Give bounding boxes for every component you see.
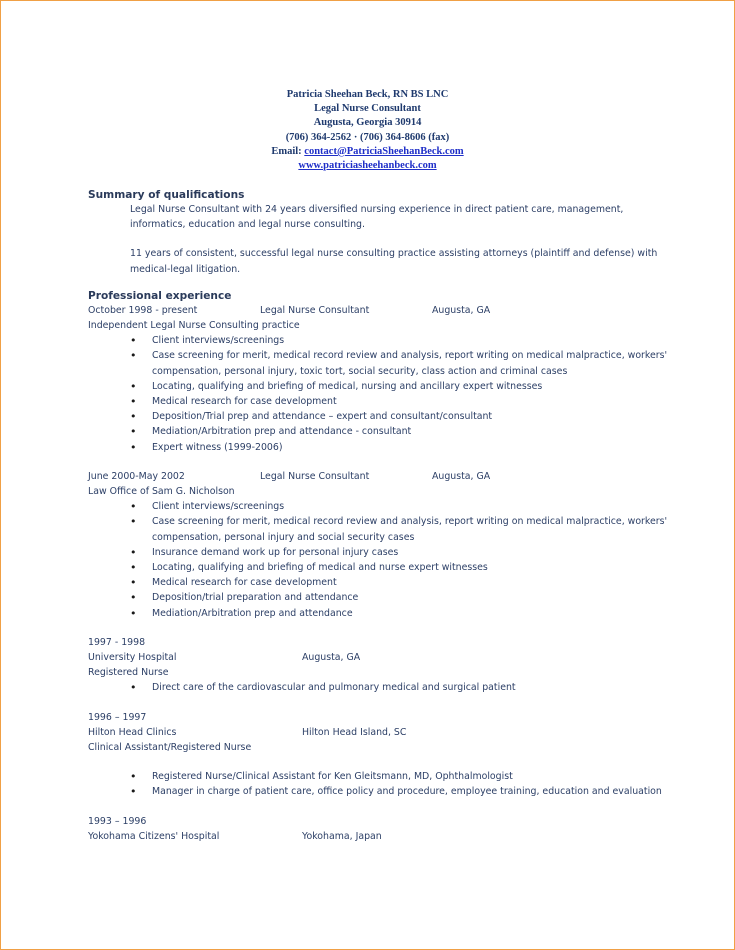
list-item: • Locating, qualifying and briefing of medical and nurse expert witnesses bbox=[88, 560, 668, 575]
email-line bbox=[0, 145, 735, 159]
candidate-title: Legal Nurse Consultant bbox=[314, 103, 421, 115]
job-dates: June 2000-May 2002 bbox=[88, 470, 185, 482]
list-item: • Insurance demand work up for personal injury cases bbox=[88, 545, 668, 560]
job-place: Yokohama, Japan bbox=[302, 830, 382, 842]
job-dates: 1997 - 1998 bbox=[88, 636, 146, 648]
email-label: Email: bbox=[271, 145, 305, 157]
job-4-header bbox=[88, 725, 668, 740]
job-place: Augusta, GA bbox=[432, 470, 491, 482]
job-4-duties bbox=[88, 769, 668, 799]
list-item: • Direct care of the cardiovascular and pulmonary medical and surgical patient bbox=[88, 680, 668, 695]
summary-paragraph-1: Legal Nurse Consultant with 24 years diversified nursing experience in direct patient care, management, informatics, education and legal nurse consulting. bbox=[130, 204, 624, 231]
job-role: Legal Nurse Consultant bbox=[260, 470, 370, 482]
resume-body bbox=[88, 188, 668, 844]
list-item: • Medical research for case development bbox=[88, 575, 668, 590]
list-item: • Mediation/Arbitration prep and attendance bbox=[88, 606, 668, 621]
summary-paragraph-2: 11 years of consistent, successful legal nurse consulting practice assisting attorneys (plaintiff and defense) with medical-legal litigation. bbox=[130, 248, 658, 275]
job-2-duties bbox=[88, 499, 668, 621]
job-3-header bbox=[88, 650, 668, 665]
website-line bbox=[0, 159, 735, 173]
job-place: Hilton Head Island, SC bbox=[302, 726, 407, 738]
job-dates: October 1998 - present bbox=[88, 304, 198, 316]
job-1-duties bbox=[88, 333, 668, 455]
list-item: • Mediation/Arbitration prep and attendance - consultant bbox=[88, 424, 668, 439]
candidate-location: Augusta, Georgia 30914 bbox=[313, 117, 422, 129]
email-link[interactable]: contact@PatriciaSheehanBeck.com bbox=[304, 145, 464, 157]
job-dates: 1993 – 1996 bbox=[88, 815, 147, 827]
list-item: • Case screening for merit, medical record review and analysis, report writing on medical malpractice, workers' compensation, personal injury and social security cases bbox=[88, 514, 668, 544]
job-org: Law Office of Sam G. Nicholson bbox=[88, 486, 235, 498]
job-org: Independent Legal Nurse Consulting practice bbox=[88, 320, 300, 331]
resume-header bbox=[0, 88, 735, 173]
job-role: Legal Nurse Consultant bbox=[260, 304, 370, 316]
job-org: Hilton Head Clinics bbox=[88, 726, 177, 738]
job-role: Clinical Assistant/Registered Nurse bbox=[88, 742, 252, 754]
job-org: Yokohama Citizens' Hospital bbox=[88, 830, 220, 842]
job-dates: 1996 – 1997 bbox=[88, 711, 147, 723]
list-item: • Deposition/trial preparation and attendance bbox=[88, 590, 668, 605]
list-item: • Medical research for case development bbox=[88, 394, 668, 409]
candidate-phones: (706) 364-2562 · (706) 364-8606 (fax) bbox=[285, 131, 450, 143]
job-5-header bbox=[88, 829, 668, 844]
job-org: University Hospital bbox=[88, 652, 177, 664]
summary-heading: Summary of qualifications bbox=[88, 189, 245, 201]
list-item: • Case screening for merit, medical record review and analysis, report writing on medical malpractice, workers' compensation, personal injury, toxic tort, social security, class action and criminal cases bbox=[88, 348, 668, 378]
website-link[interactable]: www.patriciasheehanbeck.com bbox=[298, 160, 437, 172]
list-item: • Registered Nurse/Clinical Assistant for Ken Gleitsmann, MD, Ophthalmologist bbox=[88, 769, 668, 784]
list-item: • Client interviews/screenings bbox=[88, 499, 668, 514]
list-item: • Expert witness (1999-2006) bbox=[88, 440, 668, 455]
list-item: • Locating, qualifying and briefing of medical, nursing and ancillary expert witnesses bbox=[88, 379, 668, 394]
experience-heading: Professional experience bbox=[88, 289, 232, 302]
job-2-header bbox=[88, 469, 668, 484]
job-3-duties bbox=[88, 680, 668, 695]
list-item: • Deposition/Trial prep and attendance – expert and consultant/consultant bbox=[88, 409, 668, 424]
candidate-name: Patricia Sheehan Beck, RN BS LNC bbox=[286, 89, 449, 100]
list-item: • Manager in charge of patient care, office policy and procedure, employee training, education and evaluation bbox=[88, 784, 668, 799]
job-role: Registered Nurse bbox=[88, 667, 169, 679]
job-1-header bbox=[88, 303, 668, 318]
list-item: • Client interviews/screenings bbox=[88, 333, 668, 348]
job-place: Augusta, GA bbox=[302, 652, 361, 664]
job-place: Augusta, GA bbox=[432, 304, 491, 316]
